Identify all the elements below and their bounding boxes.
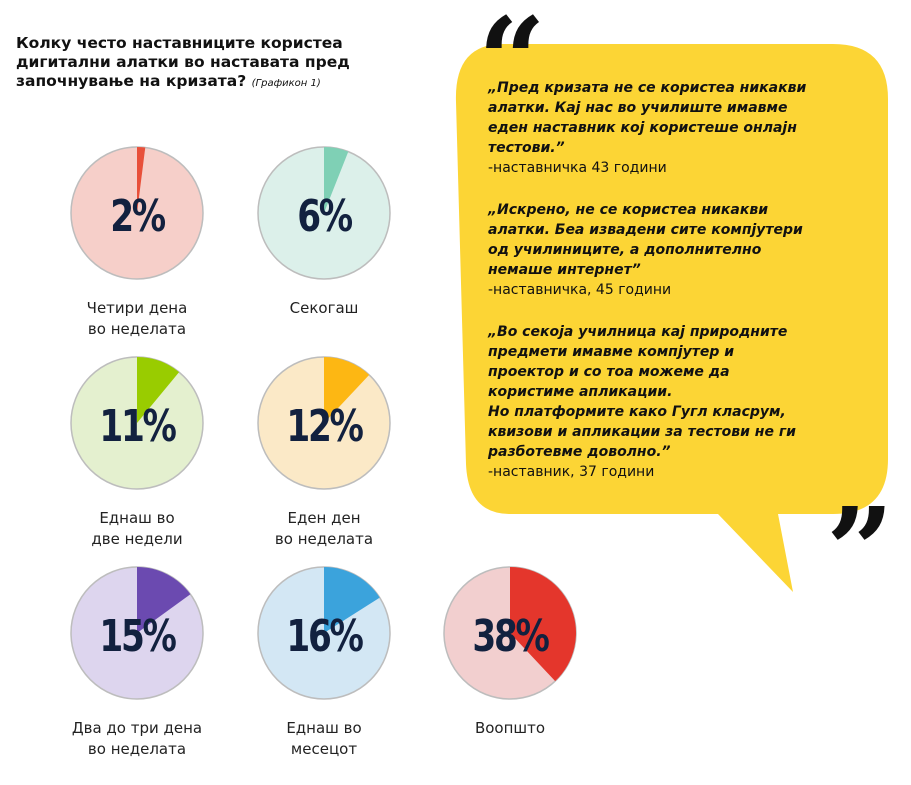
quote-block-1 [488,78,868,178]
page-title [16,34,436,93]
pie-category-label-line: Секогаш [289,299,359,317]
title-text: Колку често наставниците користеа дигитални алатки во наставата пред започнување на кризата? [16,34,350,90]
pie-category-label-line: во неделата [87,320,187,338]
title-note: (Графикон 1) [251,78,321,89]
pie-category-label-line: Еден ден [287,509,361,527]
quote-line: од училиниците, а дополнително [488,242,762,258]
pie-4 [257,356,447,566]
pie-category-label [42,718,232,760]
quote-line: тестови.” [488,140,565,156]
pie-category-label-line: месецот [290,740,358,758]
quote-line: користиме апликации. [488,384,673,400]
pie-category-label-line: Четири дена [86,299,188,317]
pie-category-label [229,508,419,550]
open-quote-icon: “ [478,0,546,130]
pie-value-label: 11% [99,401,175,452]
quote-line: проектор и со тоа можеме да [488,364,730,380]
pie-6 [257,566,447,776]
pie-value-label: 16% [286,611,362,662]
quote-author: -наставничка 43 години [488,160,667,176]
quote-line: разботевме доволно.” [488,444,671,460]
pie-category-label-line: две недели [91,530,183,548]
quote-line: „Пред кризата не се користеа никакви [488,80,807,96]
quote-line: немаше интернет” [488,262,641,278]
quote-line: Но платформите како Гугл класрум, [488,404,786,420]
quote-line: „Искрено, не се користеа никакви [488,202,769,218]
pie-value-label: 2% [110,191,164,242]
pie-2 [257,146,447,356]
quote-line: квизови и апликации за тестови не ги [488,424,796,440]
pie-category-label-line: во неделата [274,530,374,548]
quote-line: предмети имавме компјутер и [488,344,735,360]
quote-author: -наставничка, 45 години [488,282,672,298]
quote-line: алатки. Кај нас во училиште имавме [488,100,788,116]
close-quote-icon: ” [826,481,894,620]
pie-category-label-line: Еднаш во [99,509,175,527]
quote-line: алатки. Беа извадени сите компјутери [488,222,803,238]
pie-value-label: 38% [472,611,548,662]
pie-category-label-line: Воопшто [474,719,546,737]
quote-line: „Во секоја училница кај природните [488,324,788,340]
pie-value-label: 15% [99,611,175,662]
pie-value-label: 12% [286,401,362,452]
pie-1 [70,146,260,356]
quote-author: -наставник, 37 години [488,464,655,480]
pie-category-label [229,718,419,760]
pie-category-label-line: Еднаш во [286,719,362,737]
pie-value-label: 6% [297,191,351,242]
pie-category-label-line: Два до три дена [71,719,203,737]
quote-block-3 [488,322,868,482]
pie-category-label-line: во неделата [87,740,187,758]
quotes-list [488,78,868,504]
pie-category-label [229,298,419,319]
quote-line: еден наставник кој користеше онлајн [488,120,797,136]
pie-category-label [415,718,605,739]
pie-category-label [42,508,232,550]
pie-category-label [42,298,232,340]
quote-block-2 [488,200,868,300]
